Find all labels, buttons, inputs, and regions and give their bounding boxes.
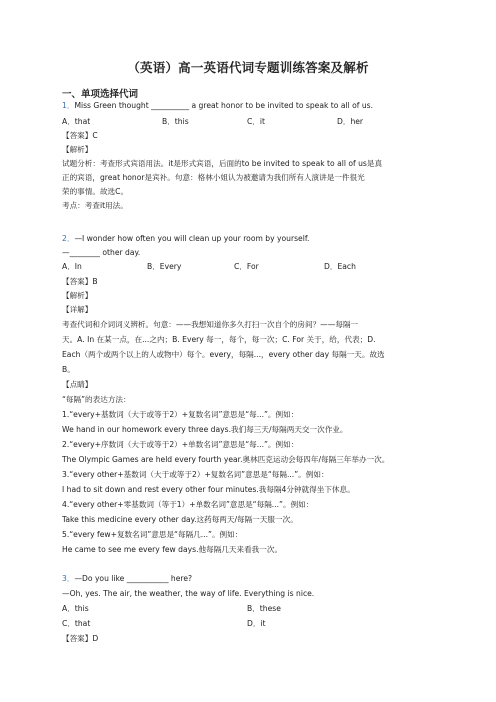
tip-example: I had to sit down and rest every other four minutes.我每隔4分钟就得坐下休息。: [62, 485, 355, 494]
question-2-number: 2．: [62, 234, 75, 243]
question-2-text: —I wonder how often you will clean up your room by yourself.: [74, 234, 310, 243]
section-heading: 一、单项选择代词: [62, 89, 139, 100]
option-d: D．her: [337, 117, 364, 126]
tip-example: We hand in our homework every three days.我们每三天/每隔两天交一次作业。: [62, 425, 348, 434]
question-3-stem: [62, 574, 442, 584]
question-1-number: 1．: [62, 101, 75, 110]
tip-example: Take this medicine every other day.这药每两天/每隔一天服一次。: [62, 515, 298, 524]
option-b: B．Every: [147, 262, 182, 271]
tip-rule: 3.“every other+基数词（大于或等于2）+复数名词”意思是“每隔...”。例如：: [62, 470, 329, 479]
answer-label: 【答案】B: [62, 277, 98, 286]
option-c: C．it: [247, 117, 265, 126]
question-3-stem-2: —Oh, yes. The air, the weather, the way of life. Everything is nice.: [62, 589, 315, 598]
analysis-text: 正的宾语，great honor是宾补。句意：格林小姐认为被邀请为我们所有人演讲是一件很光: [62, 173, 365, 182]
tip-example: He came to see me every few days.他每隔几天来看我一次。: [62, 545, 283, 554]
tip-rule: 5.“every few+复数名词”意思是“每隔几...”。例如：: [62, 530, 243, 539]
page-title: （英语）高一英语代词专题训练答案及解析: [127, 60, 369, 75]
tip-rule: 1.“every+基数词（大于或等于2）+复数名词”意思是“每...”。例如：: [62, 410, 299, 419]
analysis-label: 【解析】: [62, 291, 93, 300]
test-point: 考点：考查it用法。: [62, 201, 128, 210]
detail-text: 考查代词和介词词义辨析。句意：——我想知道你多久打扫一次自个的房间？——每隔一: [62, 320, 359, 329]
option-c: C．For: [234, 262, 259, 271]
detail-text: Each（两个或两个以上的人或物中）每个。every，每隔...，every other day 每隔一天。故选: [62, 350, 385, 359]
question-1-text: Miss Green thought __________ a great honor to be invited to speak to all of us.: [74, 101, 374, 110]
option-d: D．Each: [324, 262, 356, 271]
question-2-stem: [62, 234, 442, 244]
analysis-text: 荣的事情。故选C。: [62, 187, 129, 196]
option-a: A．In: [62, 262, 82, 271]
question-3-number: 3．: [62, 574, 75, 583]
answer-label: 【答案】D: [62, 634, 99, 643]
analysis-label: 【解析】: [62, 145, 93, 154]
option-b: B．this: [162, 117, 189, 126]
option-b: B．these: [247, 604, 281, 613]
analysis-text: 试题分析：考查形式宾语用法。it是形式宾语，后面的to be invited to speak to all of us是真: [62, 159, 383, 168]
question-1-stem: [62, 101, 442, 111]
detail-text: 天。A. In 在某一点，在...之内；B. Every 每一，每个，每一次；C. For 关于，给，代表；D.: [62, 335, 376, 344]
detail-label: 【详解】: [62, 305, 93, 314]
tip-example: The Olympic Games are held every fourth year.奥林匹克运动会每四年/每隔三年举办一次。: [62, 455, 390, 464]
question-2-stem-2: —________ other day.: [62, 248, 141, 257]
detail-text: B。: [62, 365, 75, 374]
answer-label: 【答案】C: [62, 131, 98, 140]
tip-text: “每隔”的表达方法：: [62, 395, 131, 404]
option-c: C．that: [62, 619, 91, 628]
option-a: A．that: [62, 117, 91, 126]
option-d: D．it: [247, 619, 266, 628]
tip-rule: 2.“every+序数词（大于或等于2）+单数名词”意思是“每...”。例如：: [62, 440, 299, 449]
tip-label: 【点睛】: [62, 380, 93, 389]
question-3-text: —Do you like ___________ here?: [74, 574, 193, 583]
tip-rule: 4.“every other+零基数词（等于1）+单数名词”意思是“每隔...”。例如：: [62, 500, 314, 509]
option-a: A．this: [62, 604, 89, 613]
